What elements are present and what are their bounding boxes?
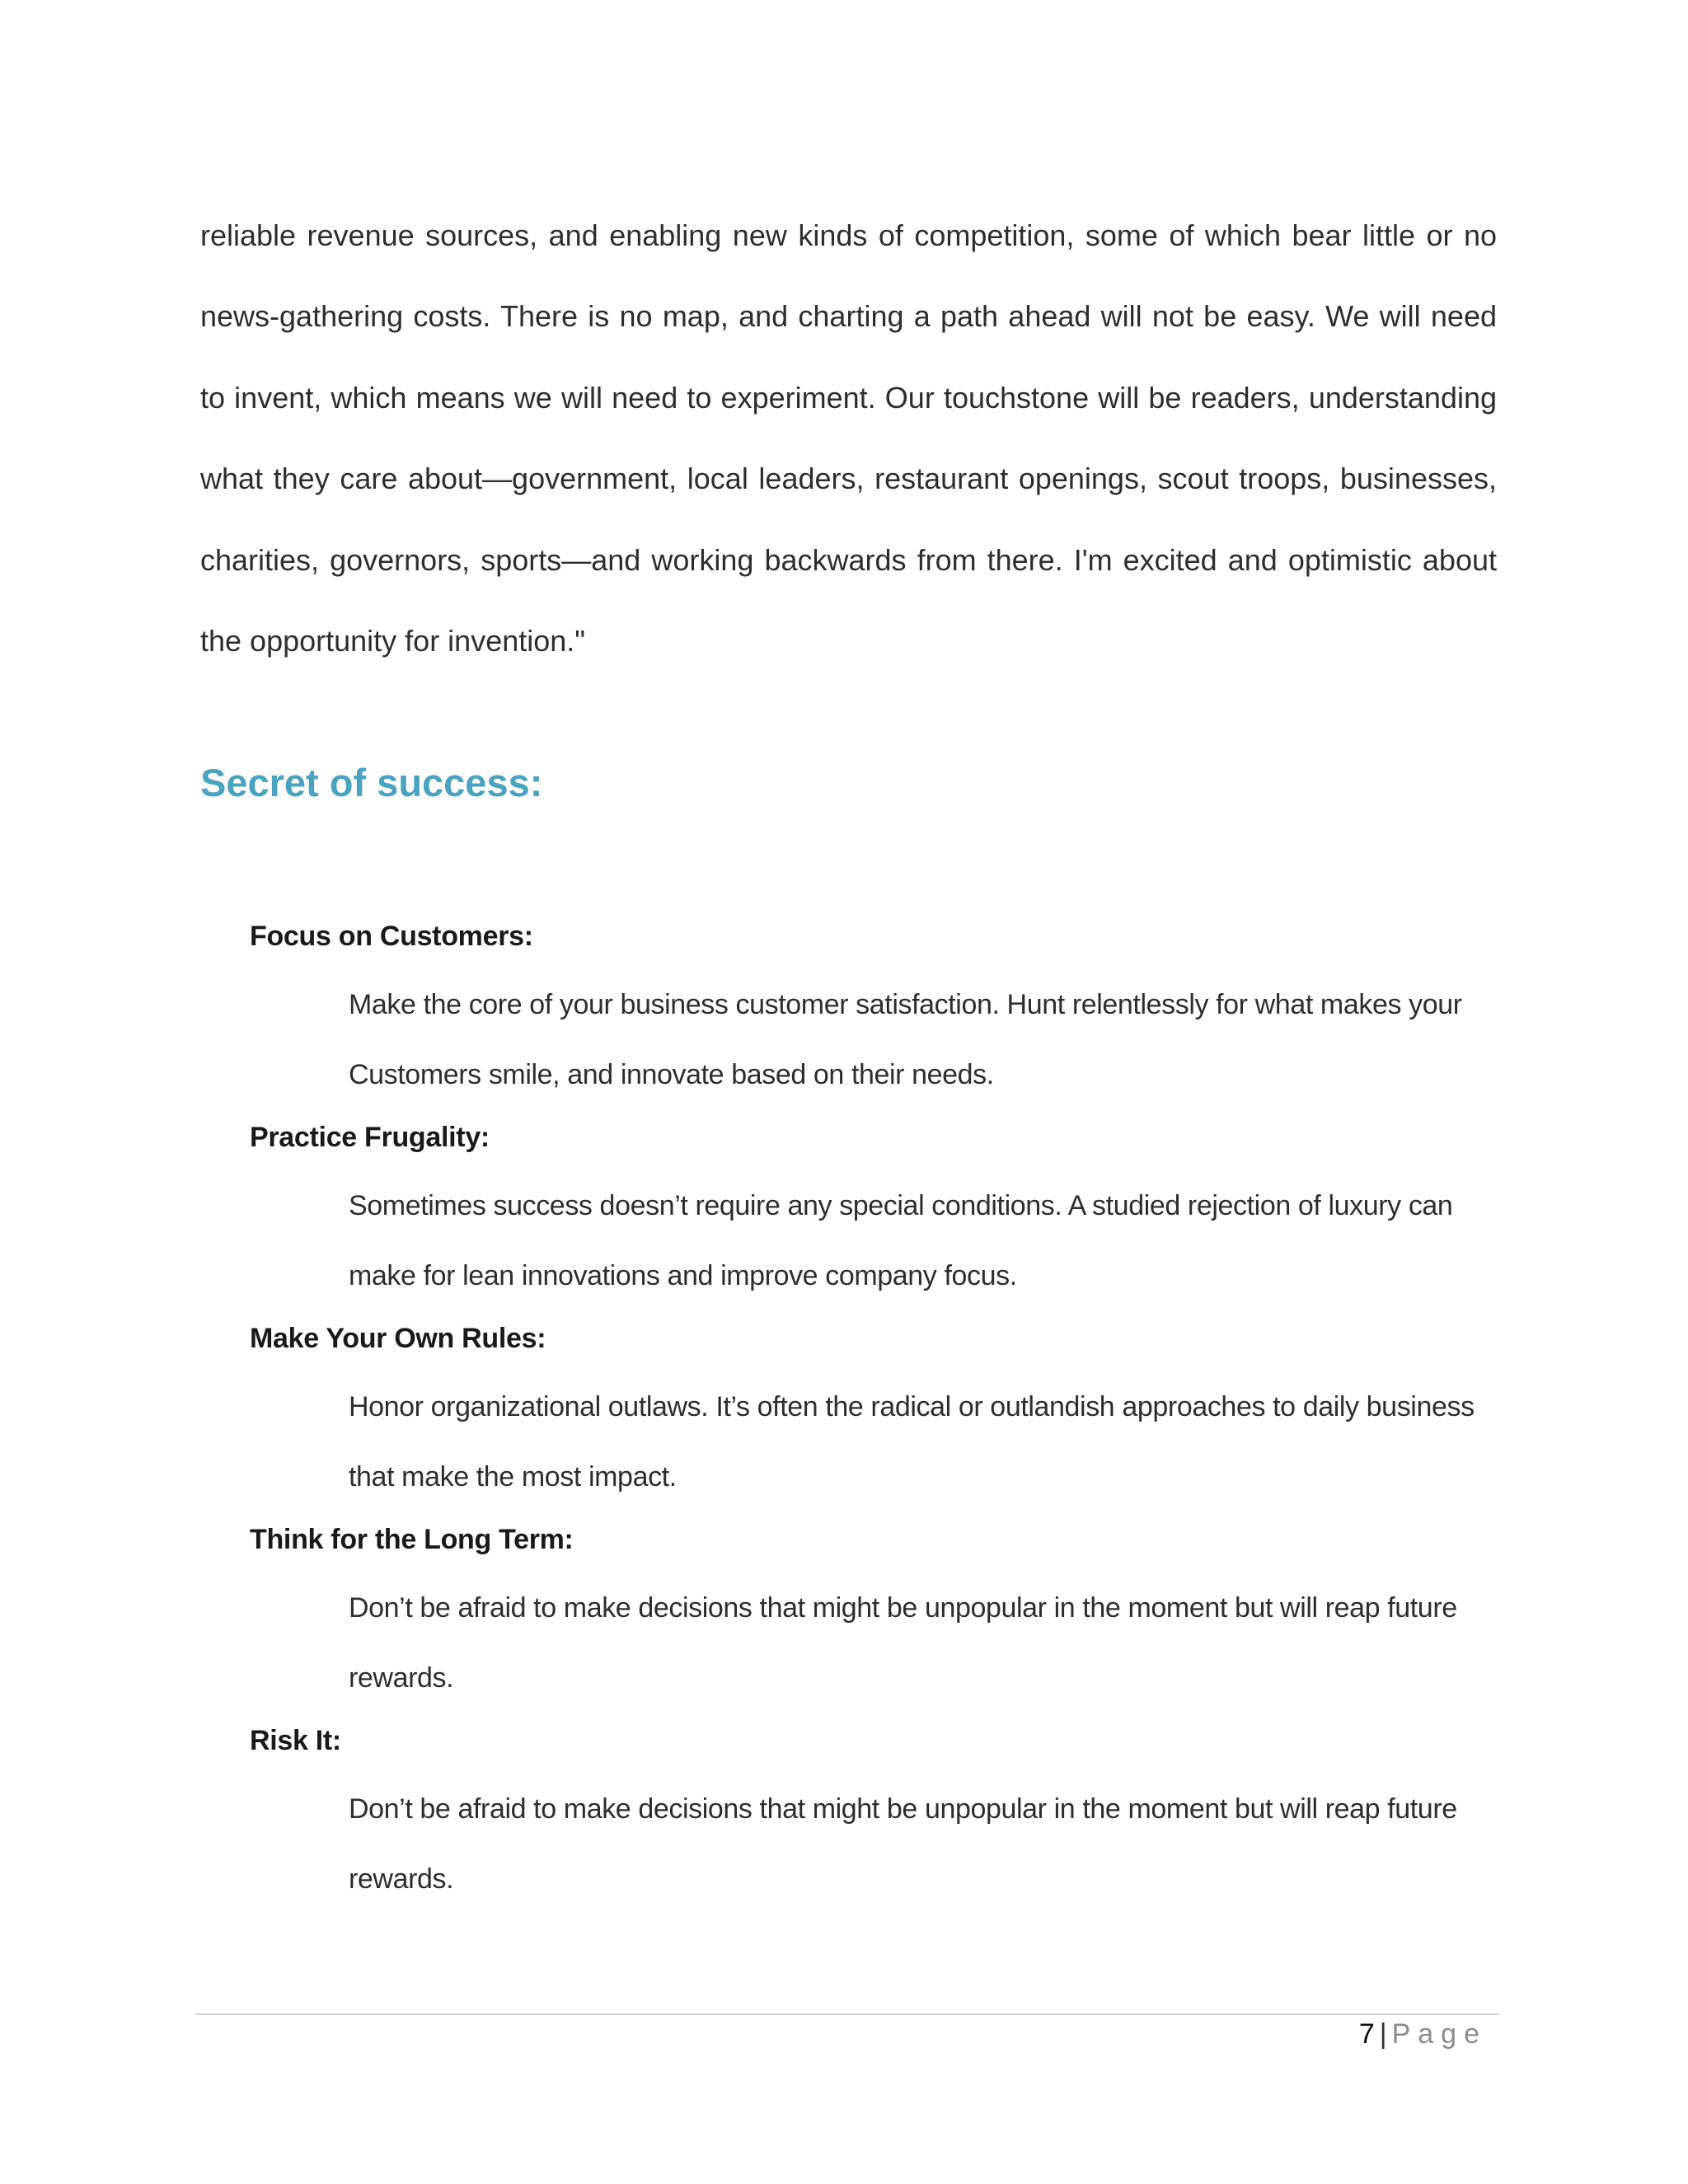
item-body: Sometimes success doesn’t require any special conditions. A studied rejection of luxury can make for lean innovations and improve company focus. xyxy=(349,1190,1453,1291)
success-list xyxy=(250,913,1503,1919)
item-body: Honor organizational outlaws. It’s often the radical or outlandish approaches to daily business that make the most impact. xyxy=(349,1391,1475,1493)
item-title: Focus on Customers: xyxy=(250,921,533,952)
list-item xyxy=(250,1718,1503,1915)
item-title: Make Your Own Rules: xyxy=(250,1323,546,1354)
list-item xyxy=(250,1516,1503,1713)
item-body: Don’t be afraid to make decisions that might be unpopular in the moment but will reap future rewards. xyxy=(349,1592,1457,1694)
list-item xyxy=(250,1315,1503,1512)
footer-divider xyxy=(195,2013,1499,2015)
item-title: Think for the Long Term: xyxy=(250,1524,574,1555)
section-heading: Secret of success: xyxy=(200,761,543,804)
item-body: Don’t be afraid to make decisions that might be unpopular in the moment but will reap future rewards. xyxy=(349,1793,1457,1895)
page-number-footer xyxy=(1359,2014,1487,2054)
page-label: Page xyxy=(1391,2018,1487,2050)
intro-paragraph: reliable revenue sources, and enabling new kinds of competition, some of which bear little or no news-gathering costs. There is no map, and charting a path ahead will not be easy. We will need to invent, which means we will need to experiment. Our touchstone will be readers, understanding what they care about—government, local leaders, restaurant openings, scout troops, businesses, charities, governors, sports—and working backwards from there. I'm excited and optimistic about the opportunity for invention." xyxy=(200,218,1497,658)
list-item xyxy=(250,1114,1503,1311)
page-separator: | xyxy=(1379,2018,1387,2050)
item-body: Make the core of your business customer satisfaction. Hunt relentlessly for what makes your Customers smile, and innovate based on their needs. xyxy=(349,989,1462,1090)
item-title: Risk It: xyxy=(250,1725,341,1756)
list-item xyxy=(250,913,1503,1110)
item-title: Practice Frugality: xyxy=(250,1122,490,1153)
page-number: 7 xyxy=(1358,2018,1375,2050)
